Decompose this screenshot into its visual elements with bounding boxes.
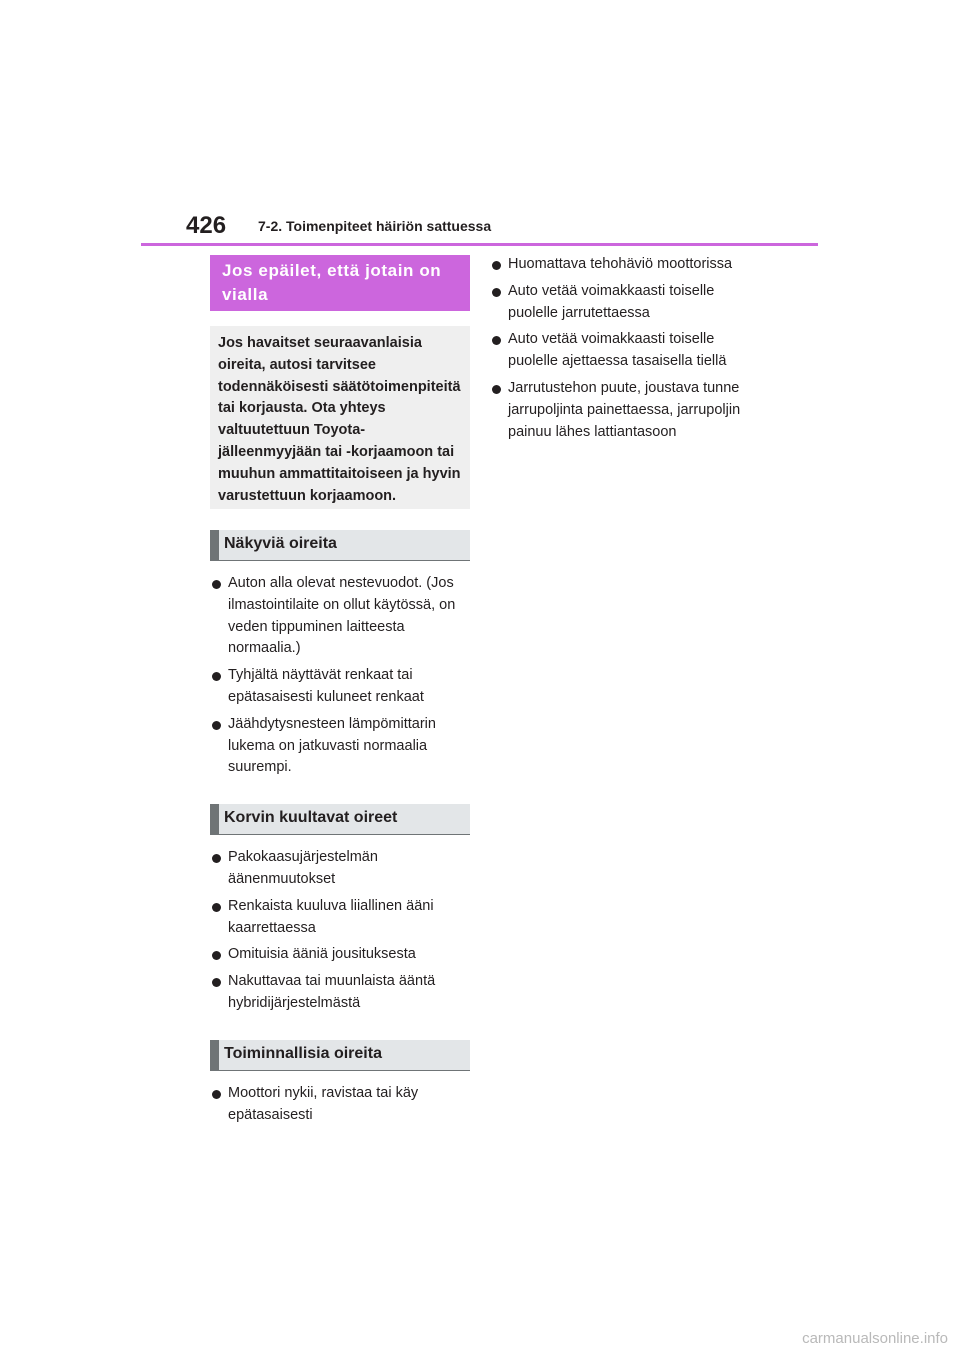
list-item: Nakuttavaa tai muunlaista ääntä hybridijärjestelmästä bbox=[210, 971, 470, 1015]
list-item: Auton alla olevat nestevuodot. (Jos ilmastointilaite on ollut käytössä, on veden tippuminen laitteesta normaalia.) bbox=[210, 573, 470, 660]
list-item: Jarrutustehon puute, joustava tunne jarrupoljinta painettaessa, jarrupoljin painuu lähes lattiantasoon bbox=[490, 378, 750, 443]
list-item: Renkaista kuuluva liiallinen ääni kaarrettaessa bbox=[210, 896, 470, 940]
header-rule bbox=[141, 243, 818, 246]
left-column bbox=[210, 255, 470, 1131]
bullet-list bbox=[210, 1083, 470, 1127]
list-item: Tyhjältä näyttävät renkaat tai epätasaisesti kuluneet renkaat bbox=[210, 665, 470, 709]
page-number: 426 bbox=[186, 212, 227, 239]
list-item: Auto vetää voimakkaasti toiselle puolelle ajettaessa tasaisella tiellä bbox=[490, 329, 750, 373]
list-item: Moottori nykii, ravistaa tai käy epätasaisesti bbox=[210, 1083, 470, 1127]
bullet-list bbox=[210, 847, 470, 1015]
list-item: Omituisia ääniä jousituksesta bbox=[210, 944, 470, 966]
list-item: Jäähdytysnesteen lämpömittarin lukema on jatkuvasti normaalia suurempi. bbox=[210, 714, 470, 779]
list-item: Pakokaasujärjestelmän äänenmuutokset bbox=[210, 847, 470, 891]
list-item: Auto vetää voimakkaasti toiselle puolelle jarrutettaessa bbox=[490, 281, 750, 325]
section-heading: Näkyviä oireita bbox=[210, 530, 470, 561]
chapter-title: 7-2. Toimenpiteet häiriön sattuessa bbox=[258, 218, 492, 234]
right-column bbox=[490, 254, 750, 448]
section-heading: Toiminnallisia oireita bbox=[210, 1040, 470, 1071]
intro-text: Jos havaitset seuraavanlaisia oireita, autosi tarvitsee todennäköisesti säätötoimenpiteitä tai korjausta. Ota yhteys valtuutettuun Toyota-jälleenmyyjään tai -korjaamoon tai muuhun ammattitaitoiseen ja hyvin varustettuun korjaamoon. bbox=[210, 326, 470, 509]
bullet-list bbox=[490, 254, 750, 443]
section-operational-symptoms bbox=[210, 1040, 470, 1127]
main-heading: Jos epäilet, että jotain on vialla bbox=[210, 255, 470, 311]
section-heading: Korvin kuultavat oireet bbox=[210, 804, 470, 835]
section-visible-symptoms bbox=[210, 530, 470, 779]
watermark-link[interactable]: carmanualsonline.info bbox=[802, 1330, 948, 1347]
section-audible-symptoms bbox=[210, 804, 470, 1015]
list-item: Huomattava tehohäviö moottorissa bbox=[490, 254, 750, 276]
bullet-list bbox=[210, 573, 470, 779]
